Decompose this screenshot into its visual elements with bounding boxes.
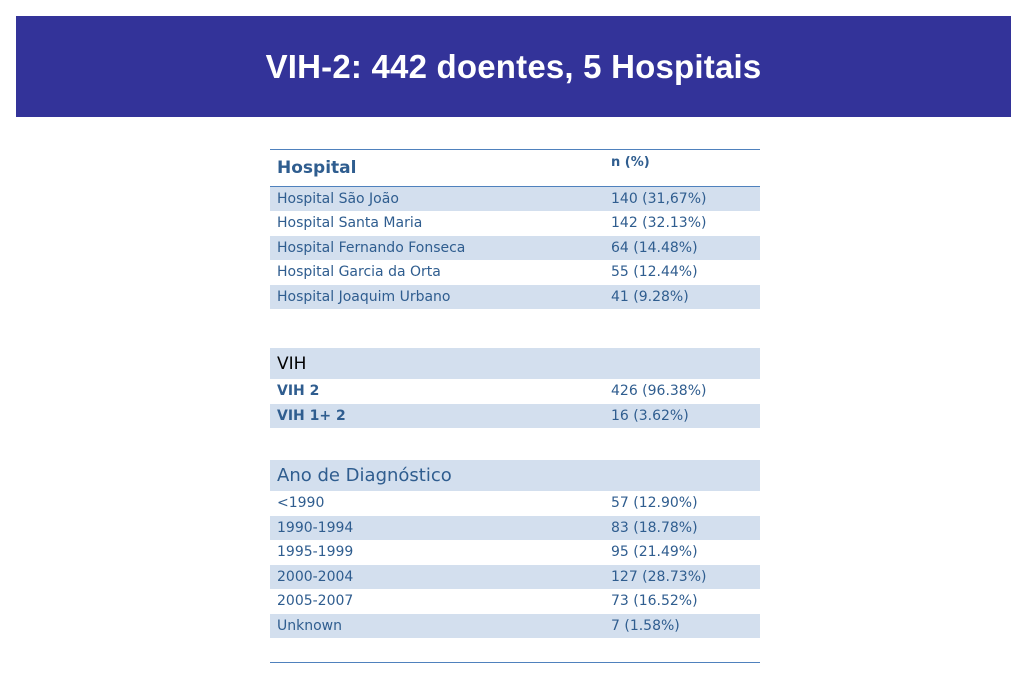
table-bottom-rule (270, 662, 760, 663)
slide-title: VIH-2: 442 doentes, 5 Hospitais (265, 47, 762, 85)
table-row (270, 285, 760, 310)
table-row (270, 211, 760, 236)
section-row-vih (270, 348, 760, 379)
header-hospital: Hospital (270, 150, 604, 187)
table-row (270, 187, 760, 212)
ano-name: 2000-2004 (270, 565, 604, 590)
vih-value: 16 (3.62%) (604, 404, 760, 429)
section-row-ano (270, 460, 760, 491)
hospital-name: Hospital Garcia da Orta (277, 264, 441, 281)
ano-value: 57 (12.90%) (611, 495, 698, 512)
header-n-percent: n (%) (604, 150, 760, 187)
vih-name: VIH 2 (277, 383, 320, 400)
ano-name: Unknown (270, 614, 604, 639)
table-row (270, 491, 760, 516)
table-row (270, 260, 760, 285)
table-row (270, 516, 760, 541)
hospital-value: 142 (32.13%) (611, 215, 707, 232)
ano-value: 95 (21.49%) (611, 544, 698, 561)
table-row (270, 236, 760, 261)
table-row (270, 565, 760, 590)
table-row (270, 589, 760, 614)
hospital-name: Hospital Santa Maria (277, 215, 423, 232)
ano-name: 1990-1994 (270, 516, 604, 541)
table-header-row (270, 150, 760, 187)
table-spacer (270, 309, 760, 348)
hospital-value: 55 (12.44%) (611, 264, 698, 281)
vih-value: 426 (96.38%) (611, 383, 707, 400)
ano-value: 83 (18.78%) (604, 516, 760, 541)
ano-name: 2005-2007 (277, 593, 354, 610)
table-row (270, 404, 760, 429)
table-spacer (270, 428, 760, 460)
table-row (270, 540, 760, 565)
ano-name: 1995-1999 (277, 544, 354, 561)
vih-name: VIH 1+ 2 (270, 404, 604, 429)
hospital-name: Hospital Fernando Fonseca (270, 236, 604, 261)
hospital-value: 41 (9.28%) (604, 285, 760, 310)
ano-value: 7 (1.58%) (604, 614, 760, 639)
section-title-ano: Ano de Diagnóstico (270, 460, 604, 491)
ano-value: 127 (28.73%) (604, 565, 760, 590)
table-row (270, 614, 760, 639)
ano-value: 73 (16.52%) (611, 593, 698, 610)
hospital-value: 140 (31,67%) (604, 187, 760, 212)
section-title-vih: VIH (270, 348, 604, 379)
hospital-name: Hospital Joaquim Urbano (270, 285, 604, 310)
table-row (270, 379, 760, 404)
hospital-value: 64 (14.48%) (604, 236, 760, 261)
title-banner (16, 16, 1011, 117)
ano-name: <1990 (277, 495, 325, 512)
hospital-name: Hospital São João (270, 187, 604, 212)
data-table (270, 149, 760, 638)
